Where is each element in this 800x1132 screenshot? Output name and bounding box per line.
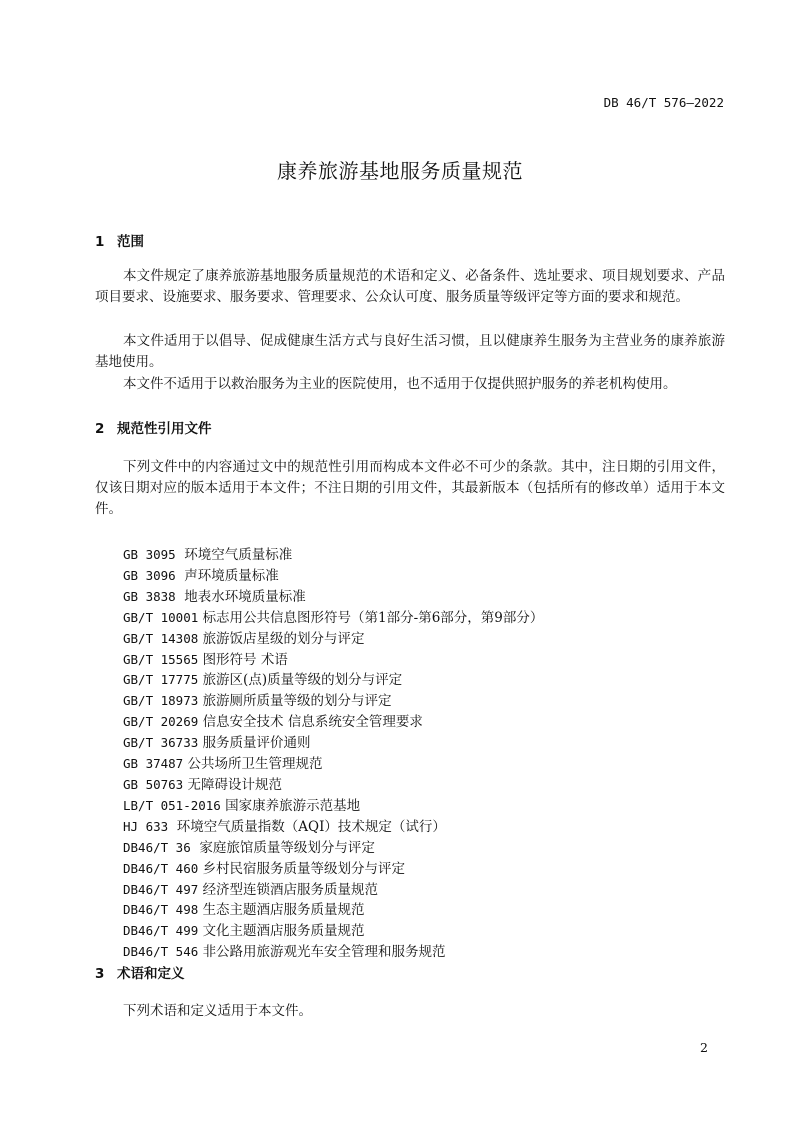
reference-item [123,796,543,817]
reference-gap [168,819,177,835]
reference-list [123,545,543,963]
reference-title: 旅游厕所质量等级的划分与评定 [202,693,392,710]
reference-title: 服务质量评价通则 [202,735,311,752]
reference-title: 环境空气质量指数（AQI）技术规定（试行） [176,818,446,835]
reference-item [123,670,543,691]
reference-title: 非公路用旅游观光车安全管理和服务规范 [202,944,446,961]
reference-code: GB/T 20269 [123,714,199,730]
reference-title: 经济型连锁酒店服务质量规范 [202,881,379,898]
reference-title: 环境空气质量标准 [184,547,293,563]
reference-code: DB46/T 546 [123,944,199,960]
reference-code: GB/T 10001 [123,609,199,625]
reference-title: 图形符号 术语 [202,651,288,668]
reference-item [123,754,543,775]
reference-item [123,733,543,754]
reference-title: 声环境质量标准 [184,567,279,584]
section-3-heading [95,962,185,982]
reference-item [123,859,543,880]
reference-code: DB46/T 497 [123,881,199,897]
reference-code: LB/T 051-2016 [123,797,221,813]
page-number: 2 [700,1040,708,1055]
reference-code: GB/T 17775 [123,672,199,688]
reference-code: GB/T 14308 [123,630,199,646]
reference-item [123,817,543,838]
section-3-paragraph-1: 下列术语和定义适用于本文件。 [123,1003,312,1019]
document-title: 康养旅游基地服务质量规范 [277,159,523,183]
section-number: 1 [95,234,105,250]
reference-code: DB46/T 498 [123,902,199,918]
section-1-heading [95,230,144,250]
section-number: 3 [95,966,105,982]
reference-item [123,775,543,796]
reference-code: GB 3838 [123,588,176,604]
reference-title: 旅游区(点)质量等级的划分与评定 [202,672,403,689]
section-1-paragraph-3: 本文件不适用于以救治服务为主业的医院使用，也不适用于仅提供照护服务的养老机构使用。 [123,376,677,392]
reference-code: GB/T 15565 [123,651,199,667]
reference-code: DB46/T 36 [123,839,191,855]
reference-title: 生态主题酒店服务质量规范 [202,902,365,919]
reference-title: 文化主题酒店服务质量规范 [202,923,365,940]
reference-code: GB 50763 [123,776,184,792]
reference-code: GB/T 18973 [123,693,199,709]
reference-item [123,838,543,859]
reference-item [123,880,543,901]
reference-item [123,608,543,629]
section-2-heading [95,417,212,437]
reference-gap [176,568,185,584]
reference-code: GB 3096 [123,567,176,583]
reference-item [123,942,543,963]
reference-gap [176,547,185,563]
section-2-paragraph-1: 下列文件中的内容通过文中的规范性引用而构成本文件必不可少的条款。其中，注日期的引用文件，仅该日期对应的版本适用于本文件；不注日期的引用文件，其最新版本（包括所有的修改单）适用于本文件。 [95,459,725,517]
reference-code: DB46/T 460 [123,860,199,876]
section-1-paragraph-1: 本文件规定了康养旅游基地服务质量规范的术语和定义、必备条件、选址要求、项目规划要求、产品项目要求、设施要求、服务要求、管理要求、公众认可度、服务质量等级评定等方面的要求和规范。 [95,268,725,305]
reference-item [123,921,543,942]
reference-title: 无障碍设计规范 [187,776,283,793]
reference-title: 乡村民宿服务质量等级划分与评定 [202,860,406,877]
reference-title: 信息安全技术 信息系统安全管理要求 [202,714,423,731]
reference-item [123,545,543,566]
reference-title: 公共场所卫生管理规范 [187,756,323,773]
section-title: 规范性引用文件 [117,421,212,437]
reference-item [123,650,543,671]
reference-item [123,712,543,733]
reference-title: 家庭旅馆质量等级划分与评定 [199,839,375,856]
reference-title: 旅游饭店星级的划分与评定 [202,630,365,647]
section-title: 术语和定义 [117,966,185,982]
reference-code: DB46/T 499 [123,923,199,939]
reference-code: HJ 633 [123,818,169,834]
reference-code: GB 3095 [123,547,176,562]
document-code: DB 46/T 576—2022 [603,95,724,110]
section-number: 2 [95,421,105,437]
reference-item [123,629,543,650]
reference-item [123,587,543,608]
reference-item [123,691,543,712]
reference-title: 地表水环境质量标准 [184,588,306,605]
reference-code: GB/T 36733 [123,735,199,751]
reference-item [123,566,543,587]
section-title: 范围 [117,234,144,250]
reference-gap [176,589,185,605]
reference-title: 国家康养旅游示范基地 [225,797,361,814]
reference-code: GB 37487 [123,756,184,772]
reference-item [123,900,543,921]
reference-title: 标志用公共信息图形符号（第1部分-第6部分，第9部分） [202,609,544,626]
section-1-paragraph-2: 本文件适用于以倡导、促成健康生活方式与良好生活习惯，且以健康养生服务为主营业务的康养旅游基地使用。 [95,333,725,370]
